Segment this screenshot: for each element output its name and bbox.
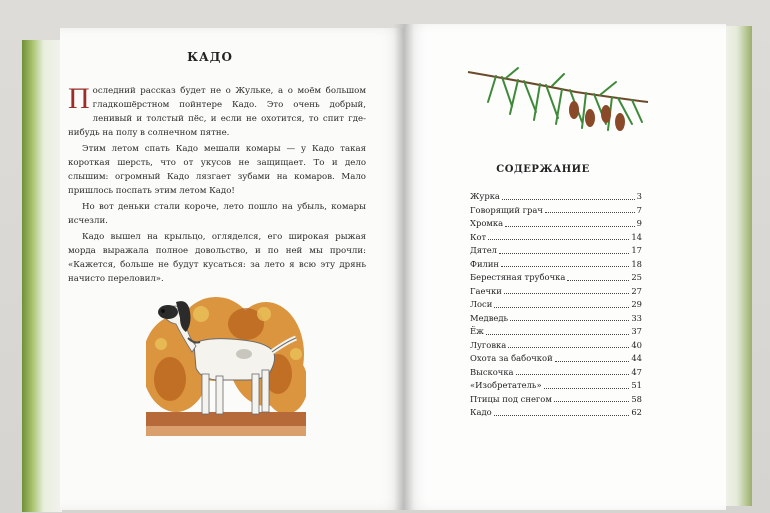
toc-entry-page: 14 xyxy=(631,231,642,242)
toc-entry-title: Филин xyxy=(470,258,500,269)
drop-cap: П xyxy=(68,82,90,115)
toc-entry-title: Птицы под снегом xyxy=(470,393,552,404)
toc-entry xyxy=(470,352,642,366)
table-of-contents xyxy=(470,190,642,420)
toc-leader-dots xyxy=(510,320,629,321)
toc-entry xyxy=(470,325,642,339)
toc-entry-title: Говорящий грач xyxy=(470,204,543,215)
toc-entry xyxy=(470,312,642,326)
toc-leader-dots xyxy=(555,361,630,362)
toc-entry-title: «Изобретатель» xyxy=(470,380,542,390)
toc-entry-title: Кадо xyxy=(470,407,492,417)
toc-entry-title: Хромка xyxy=(470,218,504,228)
toc-leader-dots xyxy=(499,253,629,254)
toc-leader-dots xyxy=(501,266,629,267)
story-paragraph: Но вот деньки стали короче, лето пошло на убыль, комары исчезли. xyxy=(68,202,366,226)
toc-entry xyxy=(470,258,642,272)
toc-entry-title: Журка xyxy=(470,191,500,201)
toc-entry-page: 40 xyxy=(631,339,642,350)
toc-entry-page: 25 xyxy=(631,272,642,282)
toc-leader-dots xyxy=(567,280,629,281)
toc-entry-title: Медведь xyxy=(470,312,509,323)
toc-entry xyxy=(470,244,642,258)
toc-entry-page: 18 xyxy=(631,258,642,269)
toc-leader-dots xyxy=(516,374,630,375)
toc-leader-dots xyxy=(544,388,630,389)
toc-leader-dots xyxy=(545,212,635,213)
toc-entry xyxy=(470,406,642,420)
toc-entry-title: Лоси xyxy=(470,299,493,309)
toc-entry xyxy=(470,298,642,312)
toc-entry-title: Луговка xyxy=(470,339,507,350)
toc-entry xyxy=(470,285,642,299)
toc-entry-page: 47 xyxy=(631,366,642,377)
toc-entry-title: Выскочка xyxy=(470,366,514,377)
toc-entry xyxy=(470,231,642,245)
toc-leader-dots xyxy=(554,401,629,402)
toc-entry-title: Кот xyxy=(470,231,487,242)
toc-entry-title: Дятел xyxy=(470,245,498,255)
toc-entry-title: Берестяная трубочка xyxy=(470,272,566,282)
porch-step xyxy=(146,412,306,426)
story-text xyxy=(68,84,366,288)
toc-entry xyxy=(470,393,642,407)
left-page-stack xyxy=(22,40,62,512)
story-paragraph: Этим летом спать Кадо мешали комары — у Кадо такая короткая шерсть, что от укусов не защищает. То и дело слышим: огромный Кадо лязгает зубами на комаров. Мало пришлось поспать этим летом Кадо! xyxy=(68,144,366,196)
toc-entry xyxy=(470,190,642,204)
toc-entry-page: 27 xyxy=(631,285,642,296)
toc-entry-page: 7 xyxy=(636,204,642,215)
pointer-dog-illustration xyxy=(146,284,306,454)
toc-entry-page: 51 xyxy=(631,380,642,390)
toc-leader-dots xyxy=(494,415,630,416)
toc-title: СОДЕРЖАНИЕ xyxy=(496,164,590,175)
spruce-branch-illustration xyxy=(466,62,650,142)
story-title: КАДО xyxy=(187,50,233,64)
toc-leader-dots xyxy=(508,347,629,348)
toc-entry xyxy=(470,339,642,353)
toc-leader-dots xyxy=(505,226,635,227)
toc-entry-page: 62 xyxy=(631,407,642,417)
toc-entry-page: 17 xyxy=(631,245,642,255)
toc-entry-page: 9 xyxy=(636,218,642,228)
toc-leader-dots xyxy=(502,199,635,200)
toc-entry-page: 58 xyxy=(631,393,642,404)
toc-entry-title: Гаечки xyxy=(470,285,502,296)
book-gutter xyxy=(394,24,414,510)
toc-entry xyxy=(470,366,642,380)
toc-entry-title: Охота за бабочкой xyxy=(470,353,553,363)
toc-entry-page: 3 xyxy=(636,191,642,201)
toc-leader-dots xyxy=(494,307,629,308)
toc-leader-dots xyxy=(486,334,630,335)
toc-entry xyxy=(470,217,642,231)
toc-leader-dots xyxy=(504,293,629,294)
pine-cone xyxy=(569,101,625,131)
toc-entry-page: 44 xyxy=(631,353,642,363)
right-page-stack xyxy=(722,26,752,506)
toc-entry-page: 29 xyxy=(631,299,642,309)
toc-entry xyxy=(470,379,642,393)
story-paragraph: Кадо вышел на крыльцо, огляделся, его широкая рыжая морда выражала полное довольство, и по ней мы прочли: «Кажется, больше не будут кусаться: за лето я всю эту дрянь начисто переловил». xyxy=(68,232,366,284)
story-paragraph: Последний рассказ будет не о Жульке, а о моём большом гладкошёрстном пойнтере Кадо. Это очень добрый, ленивый и толстый пёс, и если не охотится, то спит где-нибудь на полу в солнечном пятне. xyxy=(68,82,366,138)
toc-leader-dots xyxy=(488,239,629,240)
toc-entry xyxy=(470,204,642,218)
toc-entry-title: Ёж xyxy=(470,326,484,336)
toc-entry-page: 37 xyxy=(631,326,642,336)
toc-entry-page: 33 xyxy=(631,312,642,323)
toc-entry xyxy=(470,271,642,285)
